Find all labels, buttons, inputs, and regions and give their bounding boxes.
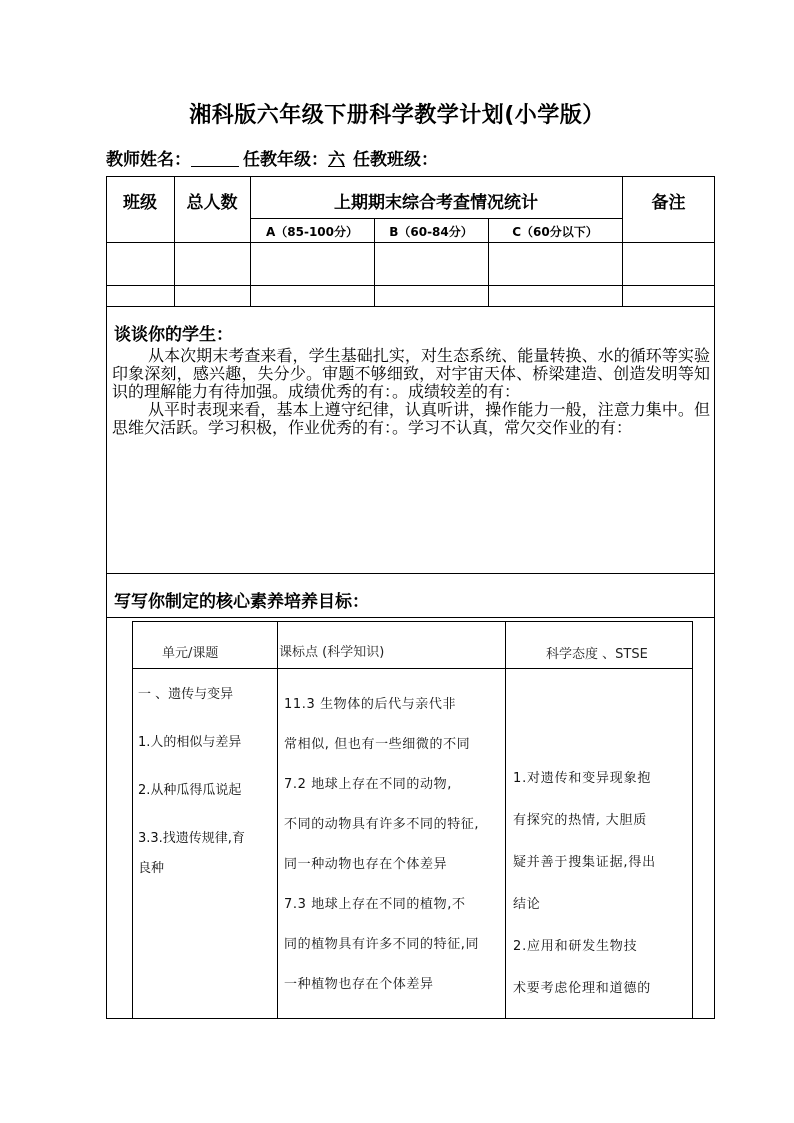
column-unit-header: 单元/课题 xyxy=(162,646,219,661)
unit-line: 良种 xyxy=(138,861,165,876)
students-paragraph: 从平时表现来看，基本上遵守纪律，认真听讲，操作能力一般，注意力集中。但思维欠活跃。学习积极，作业优秀的有：。学习不认真，常欠交作业的有： xyxy=(112,400,710,437)
grid-line xyxy=(106,573,715,574)
class-label: 任教班级： xyxy=(353,150,438,170)
column-knowledge-header: 课标点 (科学知识) xyxy=(279,645,385,660)
attitude-line: 有探究的热情, 大胆质 xyxy=(513,813,648,828)
teacher-info-line xyxy=(106,145,438,170)
grid-line xyxy=(106,242,715,243)
teacher-name-label: 教师姓名： xyxy=(106,150,191,170)
grid-line xyxy=(132,668,693,669)
knowledge-line: 一种植物也存在个体差异 xyxy=(284,977,434,992)
attitude-line: 疑并善于搜集证据,得出 xyxy=(513,855,656,870)
knowledge-line: 不同的动物具有许多不同的特征, xyxy=(284,817,480,832)
knowledge-line: 11.3 生物体的后代与亲代非 xyxy=(284,697,457,712)
knowledge-line: 7.2 地球上存在不同的动物, xyxy=(284,777,452,792)
attitude-cell xyxy=(513,764,687,1004)
grade-label: 任教年级： xyxy=(243,150,328,170)
subheader-a: A（85-100分） xyxy=(265,225,359,239)
attitude-line: 结论 xyxy=(513,897,541,912)
attitude-line: 1.对遗传和变异现象抱 xyxy=(513,771,652,786)
header-class: 班级 xyxy=(123,193,157,213)
unit-cell xyxy=(138,682,272,904)
header-total: 总人数 xyxy=(186,193,238,213)
grid-line xyxy=(106,306,715,307)
unit-line: 1.人的相似与差异 xyxy=(138,735,242,750)
knowledge-line: 同一种动物也存在个体差异 xyxy=(284,857,448,872)
grid-line xyxy=(250,218,622,219)
unit-line: 3.3.找遗传规律,育 xyxy=(138,831,245,846)
grid-line xyxy=(106,617,715,618)
column-attitude-header: 科学态度 、STSE xyxy=(546,647,648,662)
knowledge-line: 7.3 地球上存在不同的植物,不 xyxy=(284,897,466,912)
teacher-name-blank xyxy=(191,150,239,167)
students-text xyxy=(112,347,710,437)
unit-line: 2.从种瓜得瓜说起 xyxy=(138,783,242,798)
goals-heading: 写写你制定的核心素养培养目标： xyxy=(114,592,369,612)
subheader-c: C（60分以下） xyxy=(512,225,598,239)
attitude-line: 术要考虑伦理和道德的 xyxy=(513,981,652,996)
header-stats: 上期期末综合考查情况统计 xyxy=(334,193,538,213)
grid-line xyxy=(106,285,715,286)
subheader-b: B（60-84分） xyxy=(389,225,473,239)
knowledge-line: 同的植物具有许多不同的特征,同 xyxy=(284,937,480,952)
students-paragraph: 从本次期末考查来看，学生基础扎实，对生态系统、能量转换、水的循环等实验印象深刻，感兴趣，失分少。审题不够细致，对宇宙天体、桥梁建造、创造发明等知识的理解能力有待加强。成绩优秀的有：。成绩较差的有： xyxy=(112,346,710,401)
header-note: 备注 xyxy=(651,193,686,213)
grid-line xyxy=(505,621,506,1019)
knowledge-line: 常相似, 但也有一些细微的不同 xyxy=(284,737,471,752)
grade-value: 六 xyxy=(328,150,345,170)
students-heading: 谈谈你的学生： xyxy=(114,325,233,345)
page-title: 湘科版六年级下册科学教学计划(小学版） xyxy=(189,103,605,128)
unit-line: 一 、遗传与变异 xyxy=(138,687,234,702)
knowledge-cell xyxy=(284,690,498,1000)
grid-line xyxy=(277,621,278,1019)
attitude-line: 2.应用和研发生物技 xyxy=(513,939,638,954)
